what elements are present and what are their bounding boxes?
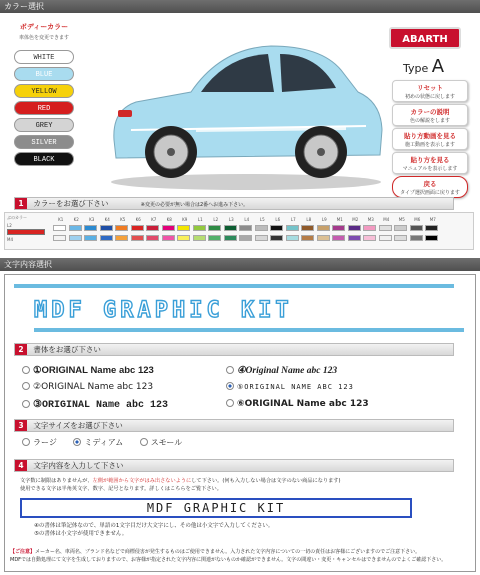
palette-swatch[interactable] bbox=[100, 235, 113, 241]
banner-text: MDF GRAPHIC KIT bbox=[34, 298, 293, 323]
step4-description bbox=[20, 477, 460, 493]
palette-swatch[interactable] bbox=[348, 225, 361, 231]
palette-row-1 bbox=[53, 225, 441, 231]
font-option-2[interactable] bbox=[22, 382, 153, 392]
font-option-6[interactable] bbox=[226, 399, 369, 409]
palette-swatch[interactable] bbox=[224, 235, 237, 241]
palette-swatch[interactable] bbox=[131, 225, 144, 231]
font-radio-6[interactable] bbox=[226, 399, 234, 407]
type-text: Type bbox=[403, 62, 429, 75]
font-option-4[interactable] bbox=[226, 365, 337, 376]
palette-code: K2 bbox=[73, 217, 79, 222]
panel-button-title: カラーの説明 bbox=[410, 108, 450, 116]
font-option-3[interactable] bbox=[22, 399, 168, 411]
palette-swatch[interactable] bbox=[379, 235, 392, 241]
palette-swatch[interactable] bbox=[69, 235, 82, 241]
palette-swatch[interactable] bbox=[69, 225, 82, 231]
palette-code: K1 bbox=[58, 217, 64, 222]
panel-button-title: リセット bbox=[417, 84, 443, 92]
font-option-5-number: ⑤ bbox=[237, 383, 245, 391]
palette-swatch[interactable] bbox=[425, 225, 438, 231]
notice-text2: MDFでは自動処理にて文字を生成しておりますので、お客様が指定された文字内容に関連がないものか確認ができません。文字の間違い・変更・キャンセルはできませんのでよくご確認下さい。 bbox=[10, 557, 447, 563]
palette-code: M5 bbox=[398, 217, 405, 222]
desc-line1-a: 文字数に制限はありませんが、 bbox=[20, 478, 93, 484]
palette-swatch[interactable] bbox=[379, 225, 392, 231]
step4-title: 文字内容を入力して下さい bbox=[33, 461, 124, 470]
color-palette bbox=[4, 212, 474, 250]
body-color-yellow-button[interactable]: YELLOW bbox=[14, 84, 74, 98]
palette-code: K4 bbox=[104, 217, 110, 222]
palette-swatch[interactable] bbox=[394, 225, 407, 231]
body-color-sidebar bbox=[10, 22, 78, 41]
palette-swatch[interactable] bbox=[53, 225, 66, 231]
font-option-1-label: ORIGINAL Name abc 123 bbox=[41, 365, 154, 376]
palette-code: M7 bbox=[429, 217, 436, 222]
palette-swatch[interactable] bbox=[193, 235, 206, 241]
panel-button-subtitle: 色の解説をします bbox=[409, 118, 450, 124]
palette-swatch[interactable] bbox=[146, 235, 159, 241]
size-options bbox=[22, 437, 196, 448]
car-preview-image bbox=[96, 30, 386, 195]
palette-code: L5 bbox=[259, 217, 265, 222]
size-medium-radio[interactable] bbox=[73, 438, 81, 446]
panel-button-4[interactable] bbox=[392, 152, 468, 174]
type-label bbox=[403, 56, 444, 77]
palette-swatch[interactable] bbox=[146, 225, 159, 231]
palette-code: K7 bbox=[151, 217, 157, 222]
palette-codes bbox=[53, 217, 441, 222]
font-option-1-number: ① bbox=[33, 365, 42, 376]
abarth-logo: ABARTH bbox=[389, 27, 461, 49]
palette-swatch[interactable] bbox=[115, 225, 128, 231]
palette-swatch[interactable] bbox=[224, 225, 237, 231]
font-radio-5[interactable] bbox=[226, 382, 234, 390]
font-option-4-label: Original Name abc 123 bbox=[245, 366, 338, 376]
panel-button-title: 戻る bbox=[423, 180, 437, 188]
palette-code: M4 bbox=[383, 217, 390, 222]
current-color-code2: M4 bbox=[7, 237, 13, 242]
step3-number: 3 bbox=[15, 420, 27, 431]
step1-bar bbox=[14, 197, 454, 210]
palette-swatch[interactable] bbox=[100, 225, 113, 231]
font-option-1[interactable] bbox=[22, 365, 154, 376]
step2-title: 書体をお選び下さい bbox=[33, 345, 101, 354]
panel-button-title: 貼り方を見る bbox=[410, 156, 450, 164]
palette-code: M6 bbox=[414, 217, 421, 222]
graphic-preview-banner bbox=[14, 282, 464, 334]
palette-swatch[interactable] bbox=[255, 225, 268, 231]
palette-swatch[interactable] bbox=[84, 225, 97, 231]
palette-swatch[interactable] bbox=[317, 235, 330, 241]
palette-swatch[interactable] bbox=[255, 235, 268, 241]
current-color-caption: ぶのカラー bbox=[7, 215, 27, 220]
palette-swatch[interactable] bbox=[53, 235, 66, 241]
banner-bottom-stripe bbox=[34, 328, 464, 332]
palette-swatch[interactable] bbox=[208, 225, 221, 231]
palette-code: K3 bbox=[89, 217, 95, 222]
panel-button-1[interactable] bbox=[392, 80, 468, 102]
step1-title: カラーをお選び下さい bbox=[33, 199, 109, 208]
step4-bar bbox=[14, 459, 454, 472]
palette-code: L7 bbox=[290, 217, 296, 222]
palette-code: K6 bbox=[135, 217, 141, 222]
step1-note: ※変更の必要が無い場合は2番へお進み下さい。 bbox=[140, 202, 249, 208]
hint-line1: ④の書体は筆記体なので、単語の1文字目だけ大文字にし、その他は小文字で入力してください。 bbox=[34, 523, 274, 529]
font-option-5[interactable] bbox=[226, 382, 354, 391]
notice-label: 【ご注意】 bbox=[10, 549, 36, 555]
font-option-6-label: ORIGINAL Name abc 123 bbox=[244, 399, 369, 409]
banner-top-stripe bbox=[14, 284, 454, 288]
step2-number: 2 bbox=[15, 344, 27, 355]
palette-code: K8 bbox=[166, 217, 172, 222]
palette-swatch[interactable] bbox=[363, 235, 376, 241]
palette-swatch[interactable] bbox=[115, 235, 128, 241]
size-large-radio[interactable] bbox=[22, 438, 30, 446]
panel-button-2[interactable] bbox=[392, 104, 468, 126]
text-section-header: 文字内容選択 bbox=[0, 258, 480, 271]
font-radio-4[interactable] bbox=[226, 366, 234, 374]
font-radio-3[interactable] bbox=[22, 400, 30, 408]
panel-button-5[interactable] bbox=[392, 176, 468, 198]
step4-number: 4 bbox=[15, 460, 27, 471]
step3-bar bbox=[14, 419, 454, 432]
palette-code: L6 bbox=[275, 217, 281, 222]
desc-line1-red: 左側が範囲から文字がはみ出さないように bbox=[92, 478, 192, 484]
palette-swatch[interactable] bbox=[332, 235, 345, 241]
palette-swatch[interactable] bbox=[177, 225, 190, 231]
size-small-label: スモール bbox=[150, 438, 183, 447]
palette-swatch[interactable] bbox=[162, 225, 175, 231]
palette-swatch[interactable] bbox=[177, 235, 190, 241]
palette-code: M3 bbox=[367, 217, 374, 222]
desc-line1-b: して下さい。(何も入力しない場合は文字のない商品になります) bbox=[191, 478, 341, 484]
palette-swatch[interactable] bbox=[286, 235, 299, 241]
palette-swatch[interactable] bbox=[394, 235, 407, 241]
body-color-grey-button[interactable]: GREY bbox=[14, 118, 74, 132]
palette-code: K5 bbox=[120, 217, 126, 222]
body-color-silver-button[interactable]: SILVER bbox=[14, 135, 74, 149]
palette-swatch[interactable] bbox=[286, 225, 299, 231]
type-letter: A bbox=[431, 56, 445, 77]
palette-swatch[interactable] bbox=[162, 235, 175, 241]
palette-swatch[interactable] bbox=[239, 235, 252, 241]
current-color-code: L2 bbox=[7, 223, 12, 228]
palette-swatch[interactable] bbox=[332, 225, 345, 231]
palette-swatch[interactable] bbox=[193, 225, 206, 231]
size-small-option[interactable] bbox=[140, 438, 183, 447]
font-option-4-number: ④ bbox=[237, 366, 246, 376]
palette-swatch[interactable] bbox=[425, 235, 438, 241]
panel-button-subtitle: 初めの状態に戻します bbox=[404, 94, 455, 100]
font-radio-2[interactable] bbox=[22, 382, 30, 390]
palette-row-2 bbox=[53, 235, 441, 241]
palette-swatch[interactable] bbox=[208, 235, 221, 241]
palette-swatch[interactable] bbox=[301, 225, 314, 231]
palette-swatch[interactable] bbox=[363, 225, 376, 231]
size-medium-label: ミディアム bbox=[84, 438, 124, 447]
palette-swatch[interactable] bbox=[410, 225, 423, 231]
step2-bar bbox=[14, 343, 454, 356]
palette-swatch[interactable] bbox=[270, 225, 283, 231]
font-option-5-label: ORIGINAL NAME ABC 123 bbox=[244, 383, 354, 391]
palette-swatch[interactable] bbox=[131, 235, 144, 241]
notice-box bbox=[10, 548, 470, 564]
body-color-black-button[interactable]: BLACK bbox=[14, 152, 74, 166]
panel-button-subtitle: 施工動画を表示します bbox=[404, 142, 455, 148]
body-color-white-button[interactable]: WHITE bbox=[14, 50, 74, 64]
body-color-list bbox=[14, 50, 74, 169]
palette-code: L3 bbox=[228, 217, 234, 222]
palette-swatch[interactable] bbox=[410, 235, 423, 241]
panel-button-3[interactable] bbox=[392, 128, 468, 150]
size-large-label: ラージ bbox=[33, 438, 57, 447]
step3-title: 文字サイズをお選び下さい bbox=[33, 421, 123, 430]
hint-line2: ⑤の書体は小文字が使用できません。 bbox=[34, 531, 128, 537]
palette-code: L9 bbox=[321, 217, 327, 222]
notice-text: メーカー名、車両名、ブランド名などで商標侵害が発生するものはご使用できません。入力された文字内容についての一切の責任はお客様にございますのでご注意下さい。 bbox=[35, 549, 421, 555]
palette-code: L8 bbox=[306, 217, 312, 222]
body-color-blue-button[interactable]: BLUE bbox=[14, 67, 74, 81]
body-color-red-button[interactable]: RED bbox=[14, 101, 74, 115]
font-option-3-label: ORIGINAL Name abc 123 bbox=[41, 400, 168, 411]
panel-button-subtitle: マニュアルを表示します bbox=[402, 166, 458, 172]
palette-swatch[interactable] bbox=[301, 235, 314, 241]
size-small-radio[interactable] bbox=[140, 438, 148, 446]
palette-swatch[interactable] bbox=[270, 235, 283, 241]
size-medium-option[interactable] bbox=[73, 438, 123, 447]
palette-code: L4 bbox=[244, 217, 250, 222]
palette-code: K9 bbox=[182, 217, 188, 222]
font-option-3-number: ③ bbox=[33, 400, 42, 411]
text-content-input[interactable]: MDF GRAPHIC KIT bbox=[20, 498, 412, 518]
desc-line2: 使用できる文字は半角英文字、数字、記号となります。詳しくはこちらをご覧下さい。 bbox=[20, 486, 222, 492]
palette-swatch[interactable] bbox=[348, 235, 361, 241]
palette-swatch[interactable] bbox=[84, 235, 97, 241]
current-color-swatch bbox=[7, 229, 45, 235]
palette-swatch[interactable] bbox=[239, 225, 252, 231]
step1-number: 1 bbox=[15, 198, 27, 209]
panel-button-title: 貼り方動画を見る bbox=[404, 132, 456, 140]
color-section-header: カラー選択 bbox=[0, 0, 480, 13]
palette-code: M1 bbox=[336, 217, 343, 222]
body-color-subtitle: 車体色を変更できます bbox=[18, 35, 69, 41]
palette-code: M2 bbox=[352, 217, 359, 222]
body-color-title: ボディーカラー bbox=[19, 23, 69, 31]
font-option-2-label: ORIGINAL Name abc 123 bbox=[41, 382, 154, 392]
font-option-2-number: ② bbox=[33, 382, 42, 392]
panel-button-subtitle: タイプ選択画面に戻ります bbox=[400, 190, 460, 196]
size-large-option[interactable] bbox=[22, 438, 57, 447]
font-option-6-number: ⑥ bbox=[237, 399, 245, 409]
font-radio-1[interactable] bbox=[22, 366, 30, 374]
palette-code: L2 bbox=[213, 217, 219, 222]
palette-code: L1 bbox=[197, 217, 203, 222]
input-hints bbox=[34, 522, 273, 538]
palette-swatch[interactable] bbox=[317, 225, 330, 231]
